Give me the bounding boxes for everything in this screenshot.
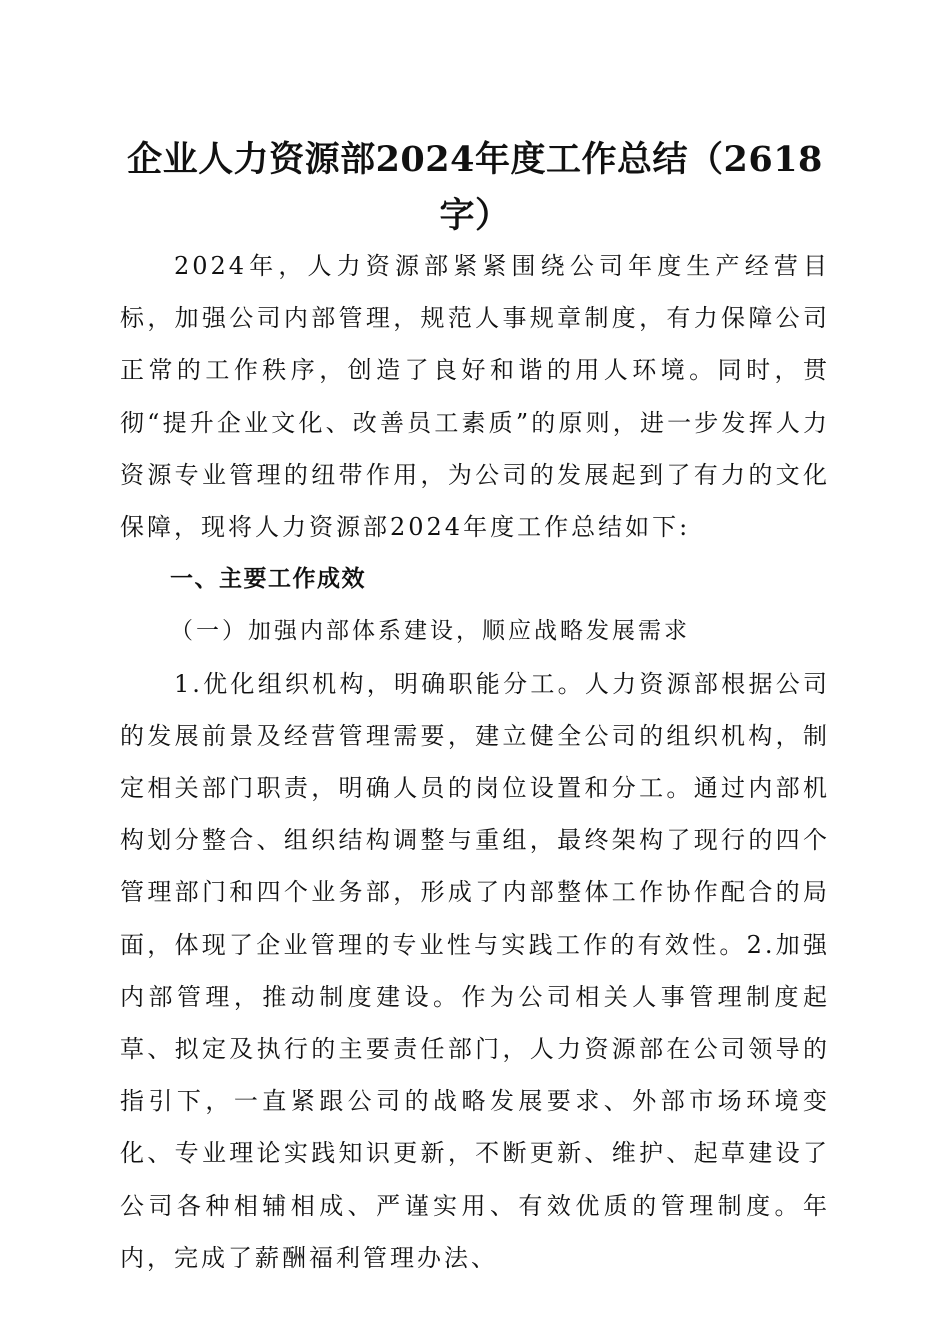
section-heading-main-achievements: 一、主要工作成效 [170, 566, 366, 593]
item-paragraph: 1.优化组织机构，明确职能分工。人力资源部根据公司的发展前景及经营管理需要，建立健全公司的组织机构，制定相关部门职责，明确人员的岗位设置和分工。通过内部机构划分整合、组织结构调整与重组，最终架构了现行的四个管理部门和四个业务部，形成了内部整体工作协作配合的局面，体现了企业管理的专业性与实践工作的有效性。2.加强内部管理，推动制度建设。作为公司相关人事管理制度起草、拟定及执行的主要责任部门，人力资源部在公司领导的指引下，一直紧跟公司的战略发展要求、外部市场环境变化、专业理论实践知识更新，不断更新、维护、起草建设了公司各种相辅相成、严谨实用、有效优质的管理制度。年内，完成了薪酬福利管理办法、 [120, 669, 830, 1272]
subsection-heading-internal-system: （一）加强内部体系建设，顺应战略发展需求 [170, 618, 690, 645]
document-title: 企业人力资源部2024年度工作总结（2618字） [127, 139, 823, 236]
document-body [120, 240, 830, 1284]
intro-paragraph: 2024年，人力资源部紧紧围绕公司年度生产经营目标，加强公司内部管理，规范人事规章制度，有力保障公司正常的工作秩序，创造了良好和谐的用人环境。同时，贯彻“提升企业文化、改善员工素质”的原则，进一步发挥人力资源专业管理的纽带作用，为公司的发展起到了有力的文化保障，现将人力资源部2024年度工作总结如下: [120, 252, 830, 542]
